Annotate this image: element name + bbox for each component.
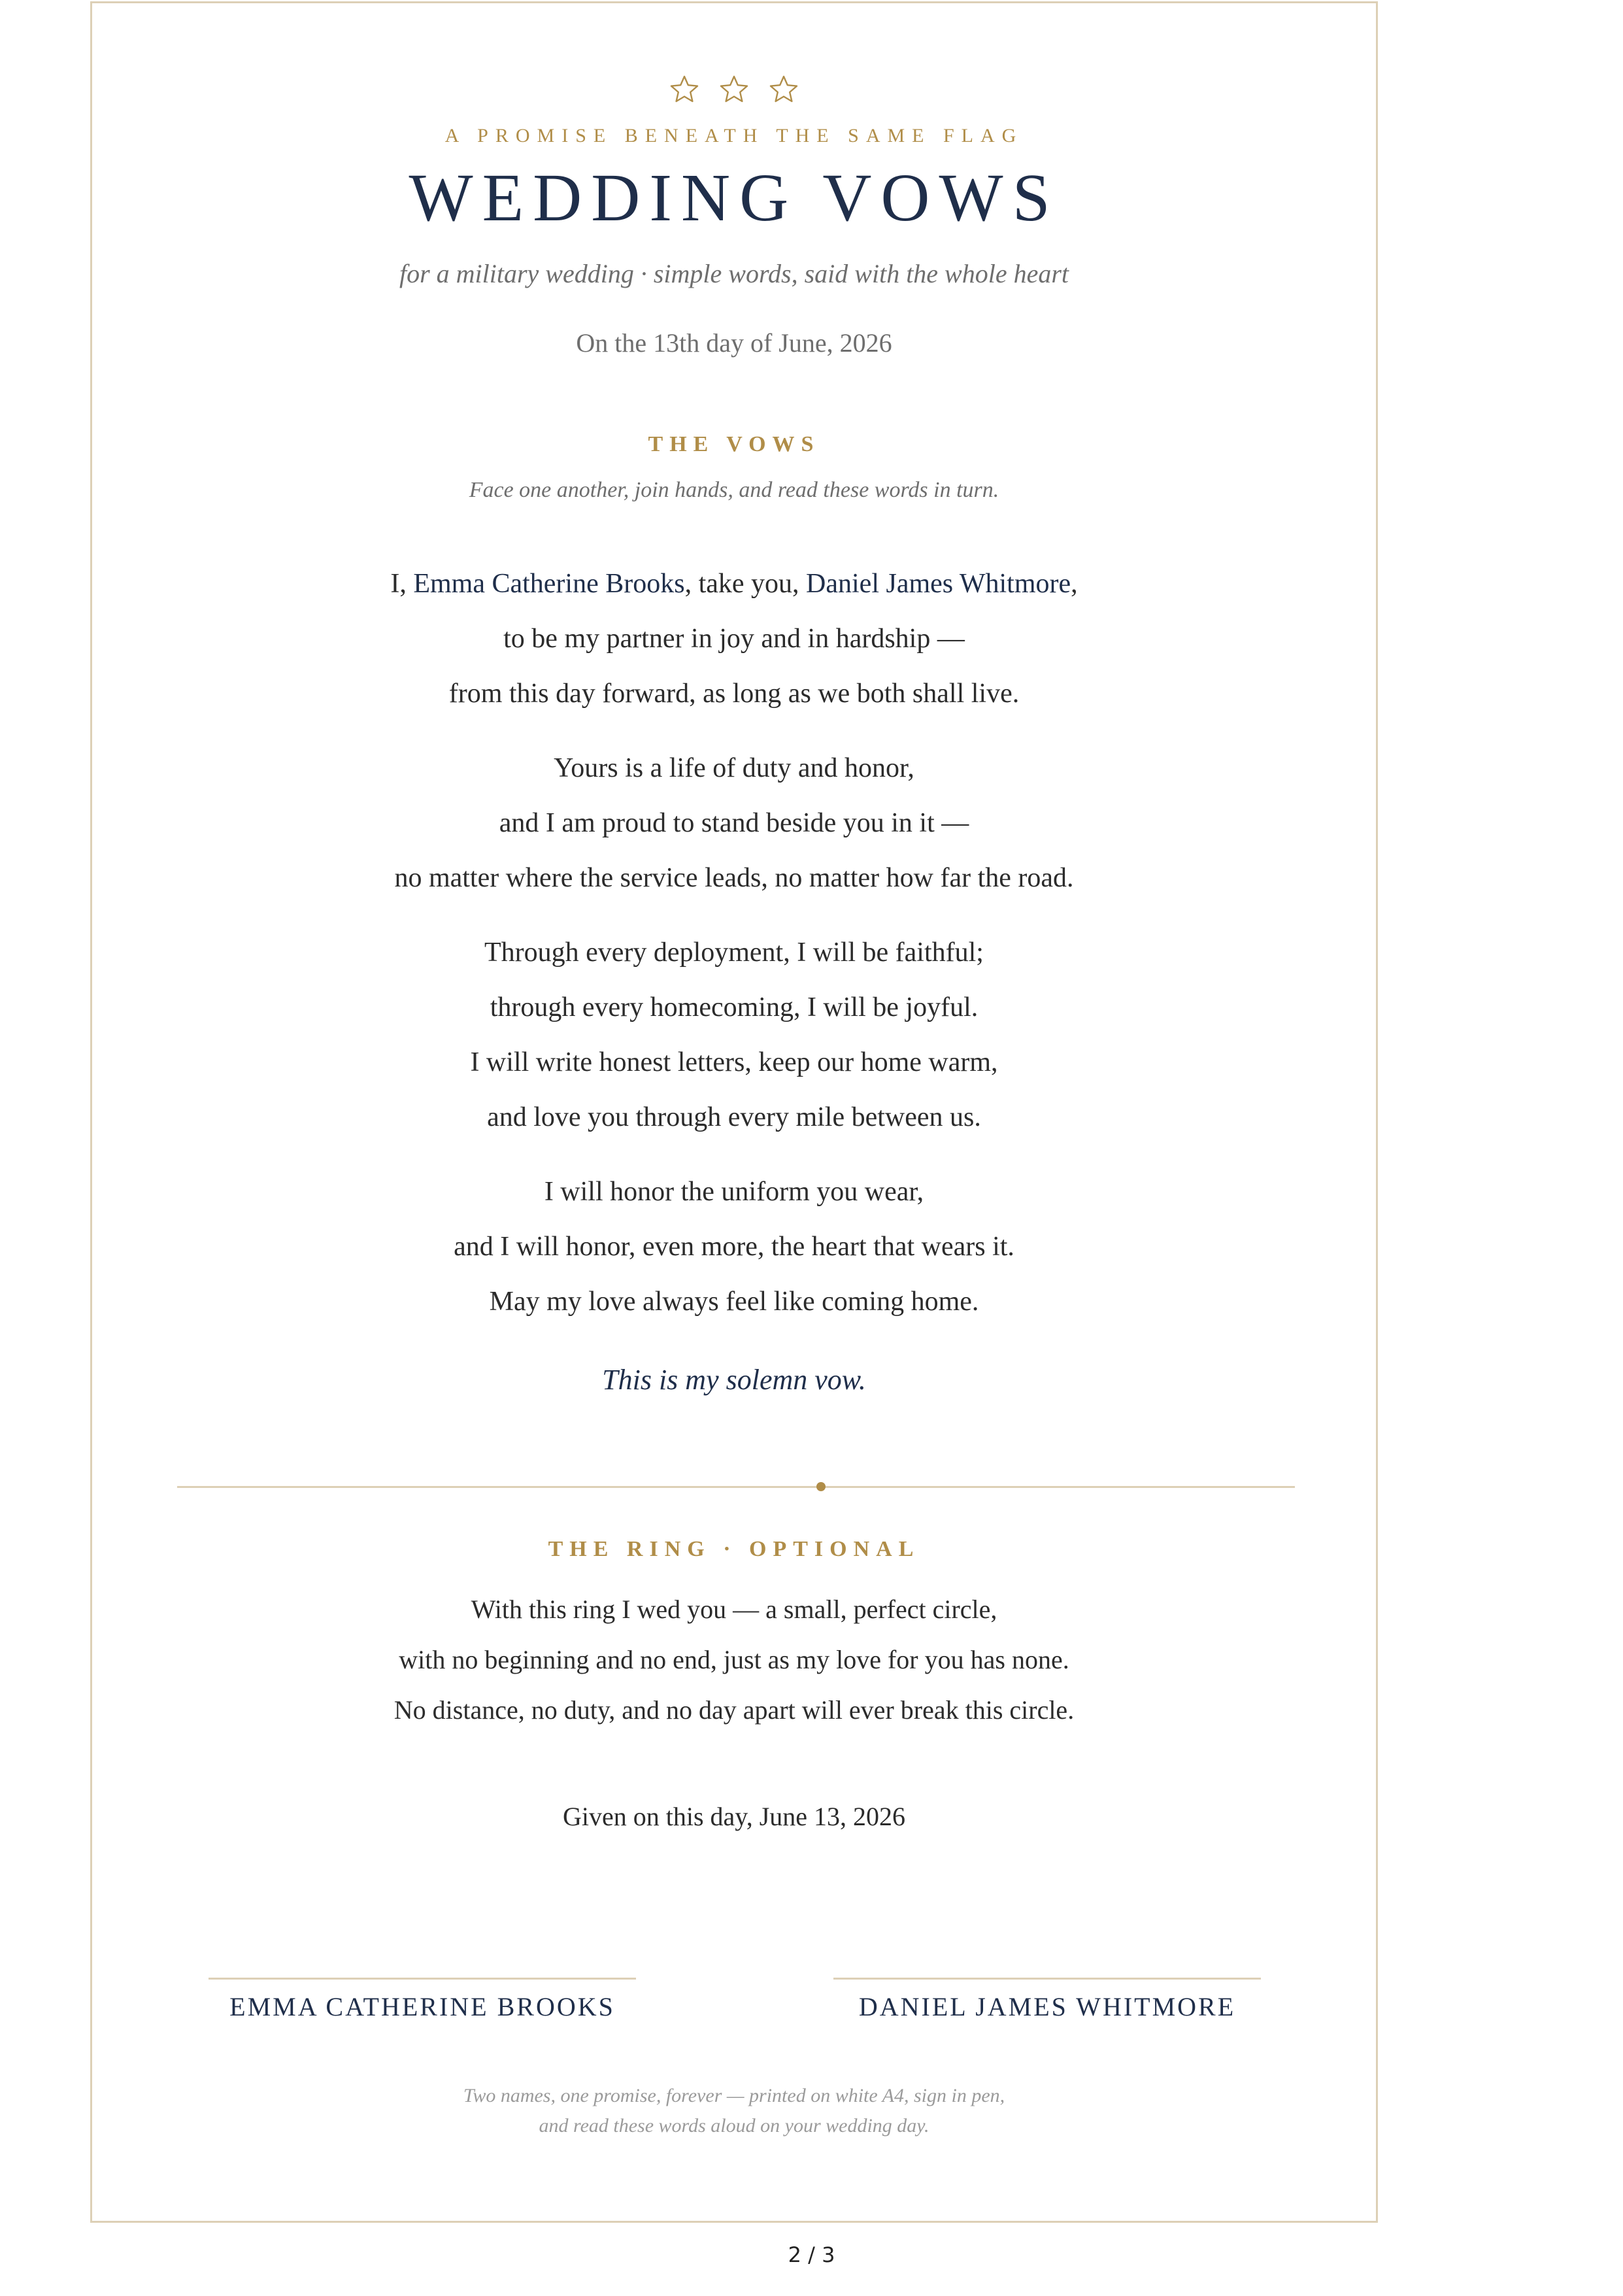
signature-name-right: DANIEL JAMES WHITMORE (858, 1992, 1236, 2021)
vow-line: and I am proud to stand beside you in it — (499, 808, 969, 838)
vow-line: I will write honest letters, keep our home warm, (470, 1047, 998, 1077)
ring-line: No distance, no duty, and no day apart will ever break this circle. (393, 1695, 1075, 1725)
vow-suffix: , (1071, 569, 1078, 599)
vow-line: Through every deployment, I will be faithful; (484, 937, 984, 968)
speaker-name: Emma Catherine Brooks (413, 569, 685, 599)
ring-line: With this ring I wed you — a small, perfect circle, (471, 1595, 997, 1624)
given-date-line: Given on this day, June 13, 2026 (562, 1802, 906, 1831)
footnote (92, 2081, 1376, 2141)
vow-line: no matter where the service leads, no matter how far the road. (394, 863, 1074, 893)
ring-section-title: THE RING · OPTIONAL (548, 1537, 920, 1561)
signature-name-left: EMMA CATHERINE BROOKS (229, 1992, 615, 2021)
vow-line: and love you through every mile between us. (487, 1102, 981, 1132)
subtitle: for a military wedding · simple words, said with the whole heart (399, 259, 1069, 288)
vows-instruction: Face one another, join hands, and read these words in turn. (469, 478, 999, 502)
vows-body (92, 556, 1376, 1349)
vow-line: from this day forward, as long as we both shall live. (448, 679, 1020, 709)
footnote-line: and read these words aloud on your wedding day. (539, 2115, 929, 2136)
star-ornament (92, 74, 1376, 105)
vow-line: to be my partner in joy and in hardship — (503, 624, 965, 654)
partner-name: Daniel James Whitmore (806, 569, 1071, 599)
signature-line (209, 1978, 636, 1980)
vow-stanza (92, 925, 1376, 1145)
vow-closing: This is my solemn vow. (602, 1364, 866, 1396)
footnote-line: Two names, one promise, forever — printed on white A4, sign in pen, (463, 2085, 1005, 2106)
vow-stanza (92, 556, 1376, 721)
star-outline-icon (669, 74, 700, 105)
date-line: On the 13th day of June, 2026 (576, 328, 892, 358)
vow-line: Yours is a life of duty and honor, (554, 753, 914, 783)
vow-line: through every homecoming, I will be joyful. (490, 992, 979, 1022)
vow-opening-line (92, 556, 1376, 611)
vows-section-title: THE VOWS (648, 432, 820, 456)
page-title: WEDDING VOWS (409, 160, 1060, 235)
vow-stanza (92, 741, 1376, 905)
signature-block-left (209, 1978, 636, 2022)
vow-line: May my love always feel like coming home. (489, 1287, 979, 1317)
vows-page (90, 1, 1378, 2223)
vow-stanza (92, 1164, 1376, 1329)
kicker-text: A PROMISE BENEATH THE SAME FLAG (444, 125, 1024, 146)
vow-line: and I will honor, even more, the heart that wears it. (454, 1232, 1014, 1262)
vow-prefix: I, (390, 569, 414, 599)
signature-block-right (833, 1978, 1261, 2022)
page-number: 2 / 3 (788, 2242, 835, 2267)
ring-text (92, 1584, 1376, 1735)
star-outline-icon (768, 74, 799, 105)
ring-line: with no beginning and no end, just as my love for you has none. (399, 1645, 1069, 1674)
signature-line (833, 1978, 1261, 1980)
divider-dot-icon (816, 1482, 826, 1491)
vow-line: I will honor the uniform you wear, (544, 1177, 924, 1207)
star-outline-icon (718, 74, 750, 105)
section-divider (177, 1486, 1295, 1488)
vow-middle: , take you, (684, 569, 807, 599)
